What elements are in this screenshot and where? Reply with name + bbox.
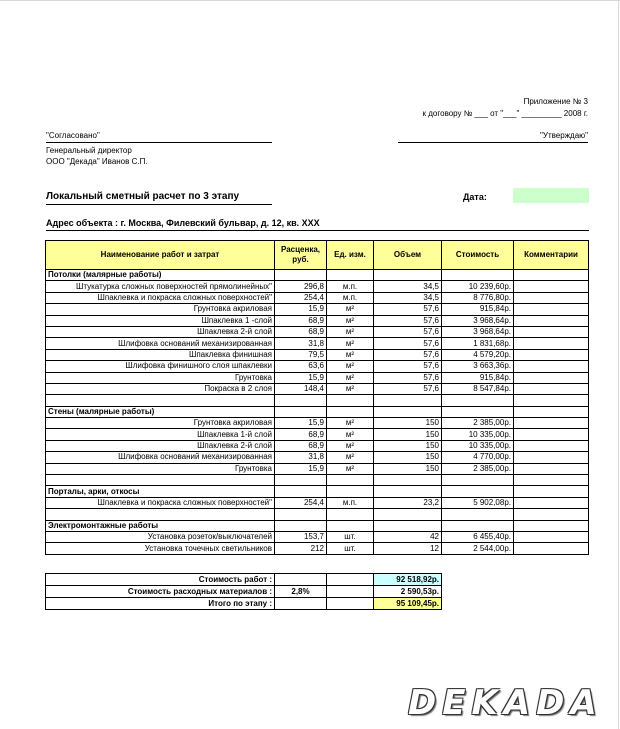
work-name-cell: Шпаклевка 1-й слой [46, 429, 275, 440]
comment-cell [514, 349, 589, 360]
table-row [46, 452, 589, 463]
grand-total-row [46, 598, 442, 610]
work-total-row [46, 574, 442, 586]
materials-percent: 2,8% [275, 586, 327, 598]
qty-cell: 57,6 [374, 315, 442, 326]
table-row [46, 440, 589, 451]
estimate-title: Локальный сметный расчет по 3 этапу [46, 191, 240, 202]
work-name-cell: Шлифовка оснований механизированная [46, 452, 275, 463]
qty-cell [374, 475, 442, 486]
cost-cell [442, 475, 514, 486]
table-header-row [46, 241, 589, 270]
blank-row [46, 509, 589, 520]
unit-cell [327, 270, 374, 281]
cost-cell: 2 385,00р. [442, 463, 514, 474]
section-row [46, 406, 589, 417]
rate-cell [275, 475, 327, 486]
qty-cell: 150 [374, 418, 442, 429]
work-name-cell [46, 395, 275, 406]
cost-cell: 915,84р. [442, 304, 514, 315]
unit-cell: м² [327, 463, 374, 474]
materials-total-value: 2 590,53р. [374, 586, 442, 598]
comment-cell [514, 304, 589, 315]
work-name-cell: Шпаклевка 2-й слой [46, 440, 275, 451]
estimate-table [45, 240, 589, 555]
section-row [46, 486, 589, 497]
qty-cell: 57,6 [374, 383, 442, 394]
table-row [46, 292, 589, 303]
qty-cell: 57,6 [374, 304, 442, 315]
rate-cell: 153,7 [275, 531, 327, 542]
qty-cell [374, 520, 442, 531]
table-row [46, 349, 589, 360]
qty-cell [374, 509, 442, 520]
cost-cell: 2 385,00р. [442, 418, 514, 429]
cost-cell: 4 770,00р. [442, 452, 514, 463]
work-name-cell: Грунтовка [46, 372, 275, 383]
cost-cell: 3 968,64р. [442, 326, 514, 337]
unit-cell: м² [327, 349, 374, 360]
comment-cell [514, 281, 589, 292]
page-right-border [618, 0, 619, 729]
qty-cell: 57,6 [374, 349, 442, 360]
rate-cell: 68,9 [275, 315, 327, 326]
work-name-cell: Шпаклевка 2-й слой [46, 326, 275, 337]
cost-cell [442, 406, 514, 417]
unit-cell [327, 509, 374, 520]
title-underline [46, 204, 272, 205]
qty-cell: 57,6 [374, 338, 442, 349]
rate-cell: 254,4 [275, 292, 327, 303]
date-label: Дата: [463, 192, 487, 202]
cost-cell: 10 239,60р. [442, 281, 514, 292]
cost-cell: 3 663,36р. [442, 361, 514, 372]
section-row [46, 270, 589, 281]
rate-cell [275, 520, 327, 531]
work-name-cell: Установка точечных светильников [46, 543, 275, 554]
table-row [46, 304, 589, 315]
page-top-border [0, 0, 620, 1]
unit-cell: м² [327, 326, 374, 337]
work-total-label: Стоимость работ : [46, 574, 275, 586]
work-name-cell: Стены (малярные работы) [46, 406, 275, 417]
comment-cell [514, 292, 589, 303]
dekada-logo: DEKADA [408, 683, 603, 723]
unit-cell: м² [327, 383, 374, 394]
rate-cell [275, 270, 327, 281]
work-name-cell [46, 475, 275, 486]
work-name-cell: Покраска в 2 слоя [46, 383, 275, 394]
qty-cell: 150 [374, 429, 442, 440]
qty-cell: 150 [374, 452, 442, 463]
table-row [46, 497, 589, 508]
cost-cell: 5 902,08р. [442, 497, 514, 508]
address-underline [46, 230, 589, 231]
qty-cell: 57,6 [374, 361, 442, 372]
comment-cell [514, 429, 589, 440]
col-header-rate: Расценка, руб. [275, 241, 327, 270]
qty-cell [374, 486, 442, 497]
comment-cell [514, 543, 589, 554]
qty-cell: 34,5 [374, 281, 442, 292]
unit-cell [327, 520, 374, 531]
unit-cell: м² [327, 418, 374, 429]
unit-cell: м.п. [327, 292, 374, 303]
date-field[interactable] [513, 188, 589, 203]
comment-cell [514, 372, 589, 383]
unit-cell: м² [327, 338, 374, 349]
unit-cell [327, 486, 374, 497]
rate-cell: 31,8 [275, 452, 327, 463]
work-name-cell: Потолки (малярные работы) [46, 270, 275, 281]
comment-cell [514, 406, 589, 417]
qty-cell: 150 [374, 440, 442, 451]
qty-cell [374, 270, 442, 281]
table-row [46, 326, 589, 337]
work-name-cell: Шпаклевка и покраска сложных поверхностей" [46, 497, 275, 508]
col-header-comment: Комментарии [514, 241, 589, 270]
comment-cell [514, 315, 589, 326]
comment-cell [514, 326, 589, 337]
work-total-value: 92 518,92р. [374, 574, 442, 586]
rate-cell: 68,9 [275, 429, 327, 440]
qty-cell: 150 [374, 463, 442, 474]
work-name-cell: Грунтовка акриловая [46, 418, 275, 429]
rate-cell: 15,9 [275, 372, 327, 383]
table-row [46, 429, 589, 440]
work-name-cell [46, 509, 275, 520]
work-name-cell: Установка розеток/выключателей [46, 531, 275, 542]
director-company: ООО "Декада" Иванов С.П. [46, 157, 148, 166]
unit-cell: шт. [327, 531, 374, 542]
comment-cell [514, 395, 589, 406]
rate-cell: 148,4 [275, 383, 327, 394]
qty-cell: 57,6 [374, 372, 442, 383]
cost-cell [442, 520, 514, 531]
comment-cell [514, 418, 589, 429]
comment-cell [514, 270, 589, 281]
rate-cell: 212 [275, 543, 327, 554]
cost-cell: 915,84р. [442, 372, 514, 383]
comment-cell [514, 383, 589, 394]
rate-cell: 63,6 [275, 361, 327, 372]
rate-cell: 15,9 [275, 304, 327, 315]
rate-cell [275, 395, 327, 406]
col-header-unit: Ед. изм. [327, 241, 374, 270]
agreed-label: "Согласовано" [46, 131, 100, 140]
work-name-cell: Порталы, арки, откосы [46, 486, 275, 497]
cost-cell: 10 335,00р. [442, 429, 514, 440]
approve-label: "Утверждаю" [540, 131, 588, 140]
rate-cell: 15,9 [275, 463, 327, 474]
rate-cell: 79,5 [275, 349, 327, 360]
grand-total-value: 95 109,45р. [374, 598, 442, 610]
comment-cell [514, 452, 589, 463]
section-row [46, 520, 589, 531]
materials-total-label: Стоимость расходных материалов : [46, 586, 275, 598]
work-name-cell: Шпаклевка финишная [46, 349, 275, 360]
agreed-signature-line [46, 142, 272, 143]
col-header-qty: Объем [374, 241, 442, 270]
unit-cell: м² [327, 361, 374, 372]
unit-cell [327, 475, 374, 486]
unit-cell: м² [327, 315, 374, 326]
cost-cell: 1 831,68р. [442, 338, 514, 349]
cost-cell [442, 395, 514, 406]
table-row [46, 361, 589, 372]
table-row [46, 543, 589, 554]
comment-cell [514, 531, 589, 542]
table-row [46, 338, 589, 349]
work-name-cell: Шлифовка оснований механизированная [46, 338, 275, 349]
col-header-name: Наименование работ и затрат [46, 241, 275, 270]
cost-cell: 8 776,80р. [442, 292, 514, 303]
table-row [46, 281, 589, 292]
work-name-cell: Электромонтажные работы [46, 520, 275, 531]
rate-cell: 254,4 [275, 497, 327, 508]
table-row [46, 418, 589, 429]
qty-cell: 57,6 [374, 326, 442, 337]
cost-cell [442, 486, 514, 497]
director-position: Генеральный директор [46, 146, 132, 155]
blank-row [46, 395, 589, 406]
table-row [46, 383, 589, 394]
rate-cell: 68,9 [275, 326, 327, 337]
qty-cell: 42 [374, 531, 442, 542]
appendix-number: Приложение № 3 [523, 97, 588, 106]
rate-cell [275, 406, 327, 417]
unit-cell [327, 406, 374, 417]
cost-cell: 2 544,00р. [442, 543, 514, 554]
cost-cell: 10 335,00р. [442, 440, 514, 451]
table-row [46, 531, 589, 542]
grand-total-label: Итого по этапу : [46, 598, 275, 610]
comment-cell [514, 497, 589, 508]
rate-cell: 68,9 [275, 440, 327, 451]
unit-cell [327, 395, 374, 406]
col-header-cost: Стоимость [442, 241, 514, 270]
work-name-cell: Штукатурка сложных поверхностей прямолинейных" [46, 281, 275, 292]
qty-cell [374, 395, 442, 406]
qty-cell [374, 406, 442, 417]
comment-cell [514, 509, 589, 520]
contract-reference: к договору № ___ от "___" _________ 2008 г. [422, 109, 588, 118]
work-name-cell: Шпаклевка 1 -слой [46, 315, 275, 326]
table-row [46, 315, 589, 326]
unit-cell: м² [327, 372, 374, 383]
cost-cell [442, 270, 514, 281]
cost-cell: 3 968,64р. [442, 315, 514, 326]
cost-cell: 4 579,20р. [442, 349, 514, 360]
rate-cell [275, 486, 327, 497]
comment-cell [514, 338, 589, 349]
approve-signature-line [398, 142, 588, 143]
comment-cell [514, 440, 589, 451]
table-row [46, 463, 589, 474]
work-name-cell: Грунтовка акриловая [46, 304, 275, 315]
work-name-cell: Грунтовка [46, 463, 275, 474]
comment-cell [514, 463, 589, 474]
materials-total-row [46, 586, 442, 598]
unit-cell: шт. [327, 543, 374, 554]
comment-cell [514, 361, 589, 372]
table-row [46, 372, 589, 383]
work-name-cell: Шпаклевка и покраска сложных поверхностей" [46, 292, 275, 303]
cost-cell: 6 455,40р. [442, 531, 514, 542]
rate-cell: 31,8 [275, 338, 327, 349]
object-address: Адрес объекта : г. Москва, Филевский бульвар, д. 12, кв. XXX [46, 218, 320, 228]
unit-cell: м² [327, 452, 374, 463]
comment-cell [514, 475, 589, 486]
cost-cell: 8 547,84р. [442, 383, 514, 394]
rate-cell: 296,8 [275, 281, 327, 292]
unit-cell: м² [327, 440, 374, 451]
comment-cell [514, 486, 589, 497]
cost-cell [442, 509, 514, 520]
unit-cell: м.п. [327, 281, 374, 292]
blank-row [46, 475, 589, 486]
unit-cell: м.п. [327, 497, 374, 508]
rate-cell: 15,9 [275, 418, 327, 429]
qty-cell: 34,5 [374, 292, 442, 303]
qty-cell: 23,2 [374, 497, 442, 508]
qty-cell: 12 [374, 543, 442, 554]
unit-cell: м² [327, 304, 374, 315]
comment-cell [514, 520, 589, 531]
work-name-cell: Шлифовка финишного слоя шпаклевки [46, 361, 275, 372]
totals-table [45, 573, 442, 610]
rate-cell [275, 509, 327, 520]
unit-cell: м² [327, 429, 374, 440]
